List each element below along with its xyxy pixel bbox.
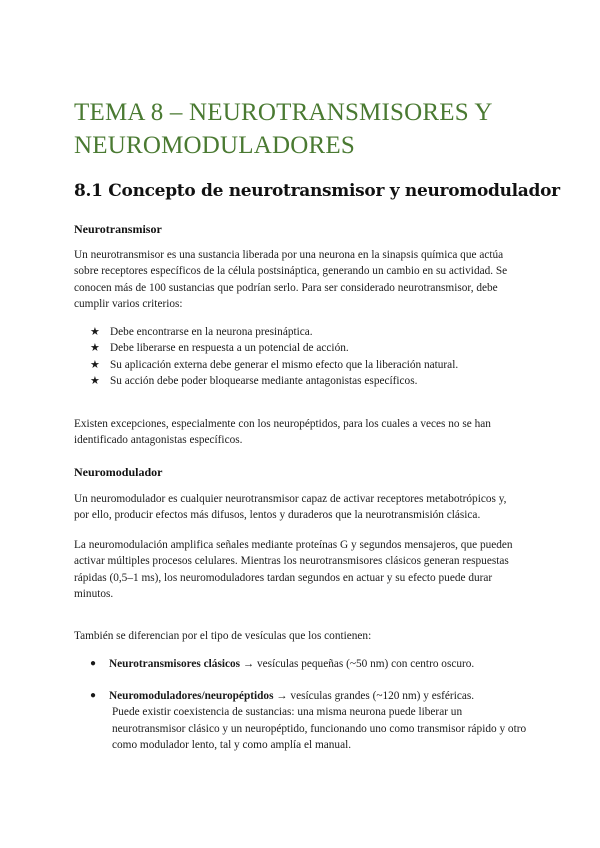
bullet-icon: ●	[90, 690, 97, 701]
list-item: ★ Su aplicación externa debe generar el mismo efecto que la liberación natural.	[90, 357, 458, 373]
list-item: ● Neuromoduladores/neuropéptidos → vesículas grandes (~120 nm) y esféricas. Puede existir coexistencia de sustancias: una misma neurona puede liberar un neurotransmisor clásico y un neuropéptido, funcionando uno como transmisor rápido y otro como modulador lento, tal y como amplía el manual.	[90, 688, 530, 754]
exceptions-paragraph: Existen excepciones, especialmente con los neuropéptidos, para los cuales a veces no se han identificado antagonistas específicos.	[74, 418, 491, 447]
list-item: ★ Debe liberarse en respuesta a un potencial de acción.	[90, 340, 458, 356]
neuromodulador-definition: Un neuromodulador es cualquier neurotransmisor capaz de activar receptores metabotrópicos y, por ello, producir efectos más difusos, lentos y duraderos que la neurotransmisión clásica.	[74, 493, 507, 522]
neuromodulador-heading: Neuromodulador	[74, 465, 163, 479]
star-icon: ★	[90, 358, 100, 371]
vesicles-intro: También se diferencian por el tipo de vesículas que los contienen:	[74, 630, 372, 642]
section-heading: 8.1 Concepto de neurotransmisor y neuromodulador	[74, 181, 560, 201]
bullet-icon: ●	[90, 658, 97, 669]
star-icon: ★	[90, 326, 100, 338]
list-item: ★ Su acción debe poder bloquearse mediante antagonistas específicos.	[90, 373, 458, 389]
star-icon: ★	[90, 342, 100, 355]
page-title: TEMA 8 – NEUROTRANSMISORES Y NEUROMODULADORES	[74, 99, 492, 159]
criteria-list	[90, 324, 458, 390]
neurotransmisor-intro: Un neurotransmisor es una sustancia liberada por una neurona en la sinapsis química que actúa sobre receptores específicos de la célula postsináptica, generando un cambio en su actividad. Se conocen más de 100 sustancias que podrían serlo. Para ser considerado neurotransmisor, debe cumplir varios criterios:	[74, 249, 508, 311]
star-icon: ★	[90, 375, 100, 388]
vesicle-term: Neuromoduladores/neuropéptidos	[109, 690, 274, 702]
coexistence-note: Puede existir coexistencia de sustancias: una misma neurona puede liberar un neurotransmisor clásico y un neuropéptido, funcionando uno como transmisor rápido y otro como modulador lento, tal y como amplía el manual.	[112, 706, 527, 752]
neuromodulation-paragraph: La neuromodulación amplifica señales mediante proteínas G y segundos mensajeros, que pueden activar múltiples procesos celulares. Mientras los neurotransmisores clásicos generan respuestas rápidas (0,5–1 ms), los neuromoduladores tardan segundos en actuar y su efecto puede durar minutos.	[74, 539, 513, 601]
neurotransmisor-heading: Neurotransmisor	[74, 222, 162, 236]
list-item: ● Neurotransmisores clásicos → vesículas pequeñas (~50 nm) con centro oscuro.	[90, 656, 530, 672]
list-item: ★ Debe encontrarse en la neurona presináptica.	[90, 324, 458, 340]
vesicle-term: Neurotransmisores clásicos	[109, 658, 241, 670]
